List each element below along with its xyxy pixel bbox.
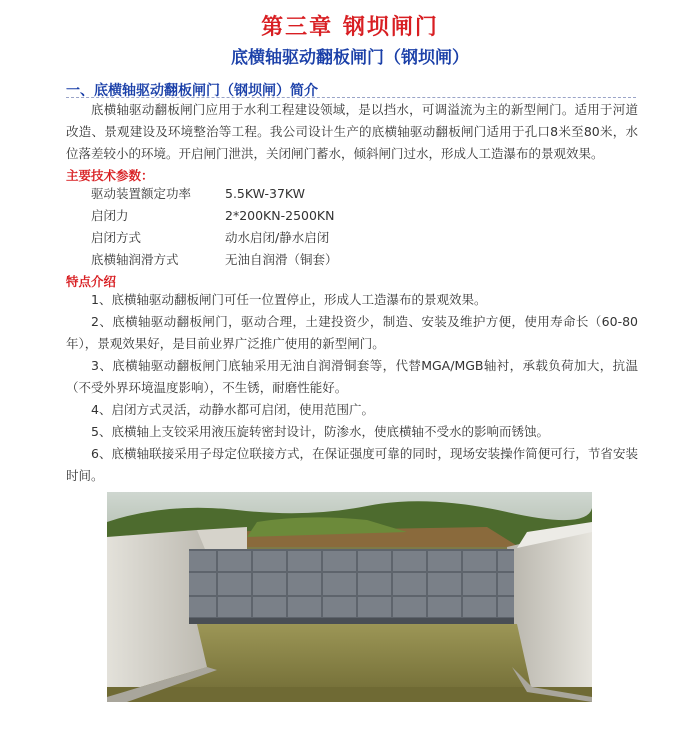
intro-paragraph: 底横轴驱动翻板闸门应用于水利工程建设领域，是以挡水，可调溢流为主的新型闸门。适用于河道改造、景观建设及环境整治等工程。我公司设计生产的底横轴驱动翻板闸门适用于孔口8米至80米，水位落差较小的环境。开启闸门泄洪，关闭闸门蓄水，倾斜闸门过水，形成人工造瀑布的景观效果。 xyxy=(66,102,638,161)
param-row xyxy=(91,249,338,271)
feature-item: 3、底横轴驱动翻板闸门底轴采用无油自润滑铜套等，代替MGA/MGB轴衬，承载负荷加大，抗温（不受外界环境温度影响），不生锈，耐磨性能好。 xyxy=(66,358,638,395)
param-value: 动水启闭/静水启闭 xyxy=(225,230,330,245)
feature-item: 1、底横轴驱动翻板闸门可任一位置停止，形成人工造瀑布的景观效果。 xyxy=(91,292,487,307)
feature-item: 2、底横轴驱动翻板闸门，驱动合理，土建投资少，制造、安装及维护方便，使用寿命长（60-80年），景观效果好，是目前业界广泛推广使用的新型闸门。 xyxy=(66,314,638,351)
features-heading: 特点介绍 xyxy=(66,274,117,289)
param-label: 驱动装置额定功率 xyxy=(91,186,192,201)
param-label: 启闭力 xyxy=(91,208,129,223)
param-value: 5.5KW-37KW xyxy=(225,186,306,201)
feature-item: 6、底横轴联接采用子母定位联接方式，在保证强度可靠的同时，现场安装操作简便可行，节省安装时间。 xyxy=(66,446,638,483)
param-row xyxy=(91,205,334,227)
feature-item: 4、启闭方式灵活，动静水都可启闭，使用范围广。 xyxy=(91,402,374,417)
page-subtitle: 底横轴驱动翻板闸门（钢坝闸） xyxy=(231,48,469,68)
param-label: 底横轴润滑方式 xyxy=(91,252,179,267)
section-heading: 一、底横轴驱动翻板闸门（钢坝闸）简介 xyxy=(66,83,318,99)
bottom-shaft xyxy=(189,618,514,624)
param-value: 无油自润滑（铜套） xyxy=(225,252,338,267)
steel-dam-gate-photo xyxy=(107,492,592,702)
param-value: 2*200KN-2500KN xyxy=(225,208,335,223)
section-divider xyxy=(66,97,636,98)
chapter-title: 第三章 钢坝闸门 xyxy=(261,15,439,40)
param-row xyxy=(91,183,305,205)
param-label: 启闭方式 xyxy=(91,230,142,245)
steel-gate xyxy=(189,550,514,620)
feature-item: 5、底横轴上支铰采用液压旋转密封设计，防渗水，使底横轴不受水的影响而锈蚀。 xyxy=(91,424,549,439)
params-heading: 主要技术参数： xyxy=(66,168,154,183)
param-row xyxy=(91,227,329,249)
